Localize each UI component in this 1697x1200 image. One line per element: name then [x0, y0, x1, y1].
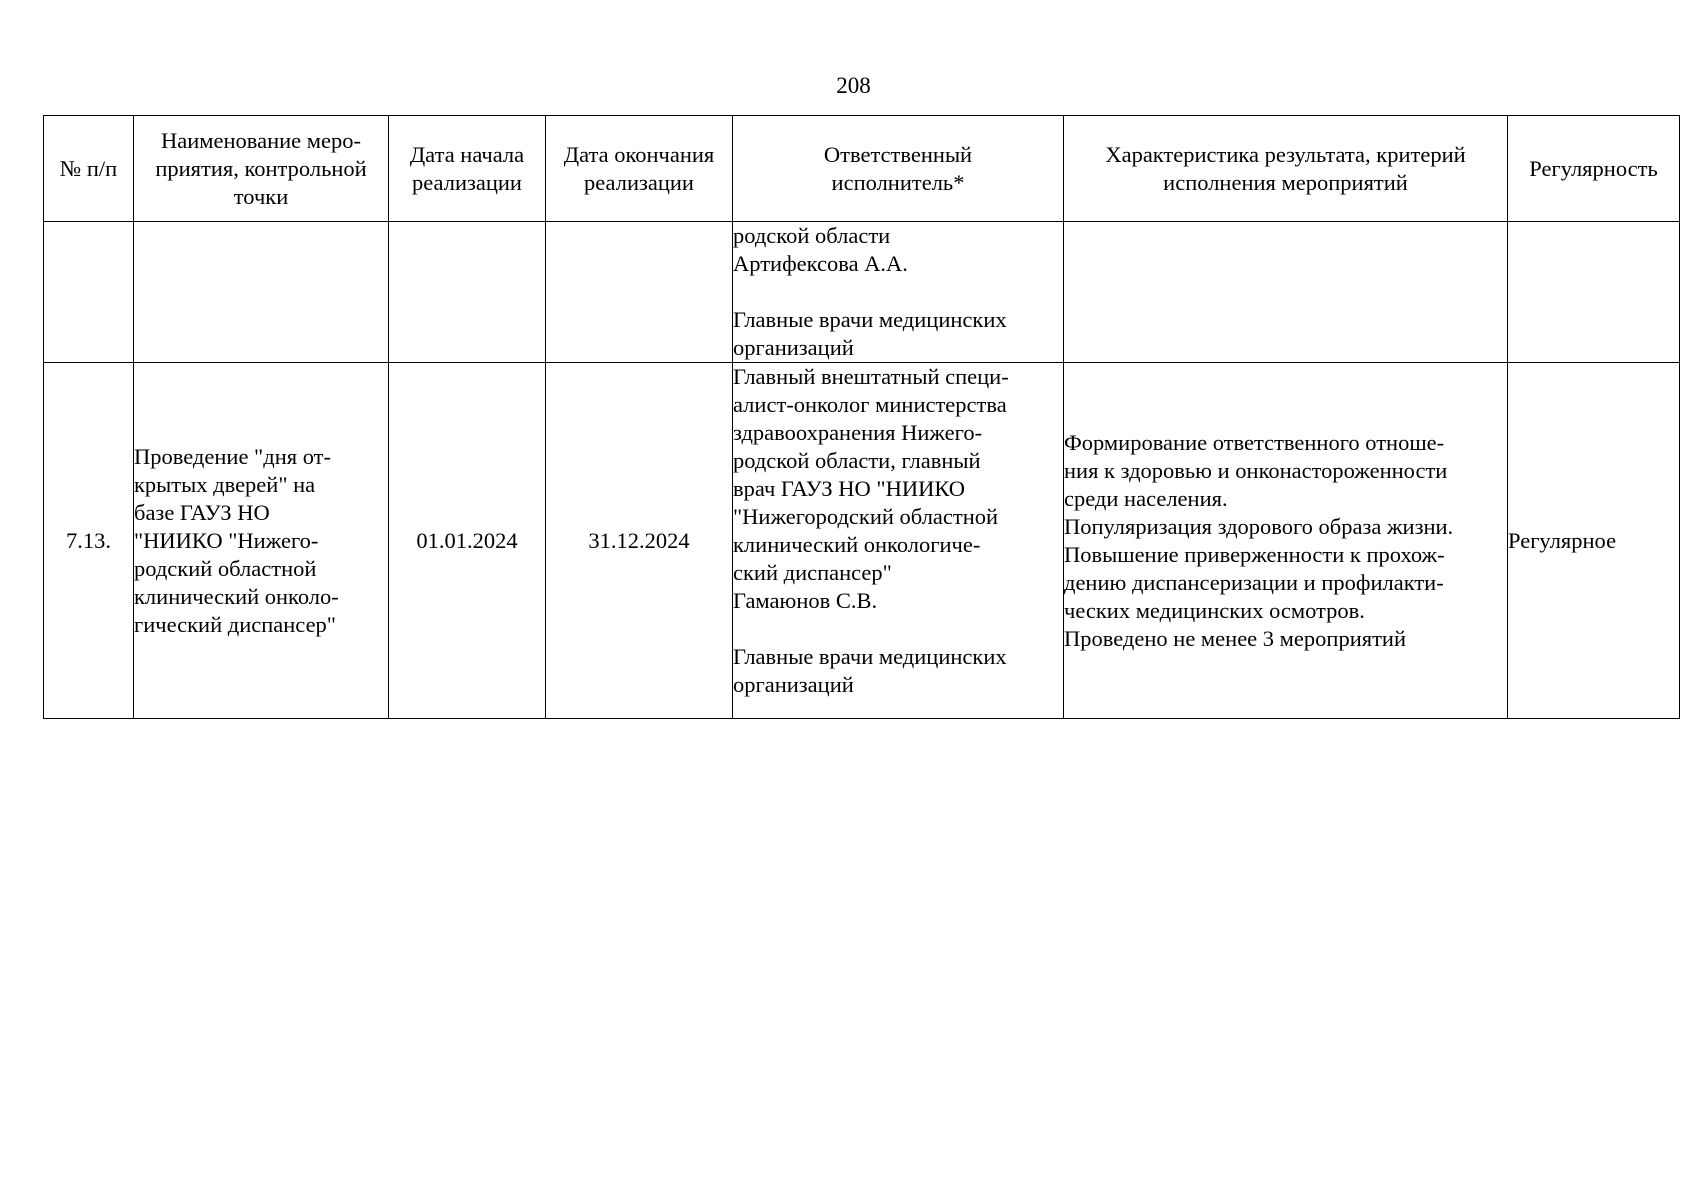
activities-table	[43, 115, 1680, 719]
cell-end-date-text: 31.12.2024	[588, 527, 690, 553]
cell-num-text: 7.13.	[66, 527, 111, 553]
cell-responsible	[733, 222, 1064, 363]
cell-end-date	[546, 222, 733, 363]
cell-responsible-text: Главный внештатный специ- алист-онколог министерства здравоохранения Нижего- родской области, главный врач ГАУЗ НО "НИИКО "Нижегородский областной клинический онкологиче- ский диспансер" Гамаюнов С.В. Главные врачи медицинских организаций	[733, 364, 1009, 697]
header-result	[1064, 116, 1508, 222]
cell-start-date	[389, 222, 546, 363]
cell-result	[1064, 222, 1508, 363]
table-header	[44, 116, 1680, 222]
header-num-label: № п/п	[59, 155, 118, 181]
cell-num	[44, 222, 134, 363]
cell-result-text: Формирование ответственного отноше- ния к здоровью и онконастороженности среди населения. Популяризация здорового образа жизни. Повышение приверженности к прохож- дению диспансеризации и профилакти- ческих медицинских осмотров. Проведено не менее 3 мероприятий	[1064, 429, 1454, 651]
cell-start-date	[389, 363, 546, 719]
header-start-date-label: Дата начала реализации	[409, 141, 525, 195]
header-responsible-label: Ответственный исполнитель*	[823, 141, 973, 195]
header-num	[44, 116, 134, 222]
cell-start-date-text: 01.01.2024	[416, 527, 518, 553]
page-number: 208	[836, 73, 871, 98]
cell-name	[134, 363, 389, 719]
cell-regularity	[1508, 363, 1680, 719]
cell-responsible	[733, 363, 1064, 719]
table-body	[44, 222, 1680, 719]
header-name	[134, 116, 389, 222]
header-name-label: Наименование меро- приятия, контрольной точки	[155, 127, 367, 209]
table-row	[44, 222, 1680, 363]
cell-name	[134, 222, 389, 363]
cell-responsible-text: родской области Артифексова А.А. Главные врачи медицинских организаций	[733, 223, 1007, 360]
header-result-label: Характеристика результата, критерий исполнения мероприятий	[1105, 141, 1466, 195]
cell-regularity	[1508, 222, 1680, 363]
header-row	[44, 116, 1680, 222]
cell-end-date	[546, 363, 733, 719]
cell-result	[1064, 363, 1508, 719]
table-row	[44, 363, 1680, 719]
header-end-date	[546, 116, 733, 222]
cell-regularity-text: Регулярное	[1508, 527, 1617, 553]
header-end-date-label: Дата окончания реализации	[563, 141, 715, 195]
header-responsible	[733, 116, 1064, 222]
cell-num	[44, 363, 134, 719]
cell-name-text: Проведение "дня от- крытых дверей" на базе ГАУЗ НО "НИИКО "Нижего- родский областной клинический онколо- гический диспансер"	[134, 443, 339, 637]
header-start-date	[389, 116, 546, 222]
header-regularity-label: Регулярность	[1529, 155, 1658, 181]
header-regularity	[1508, 116, 1680, 222]
